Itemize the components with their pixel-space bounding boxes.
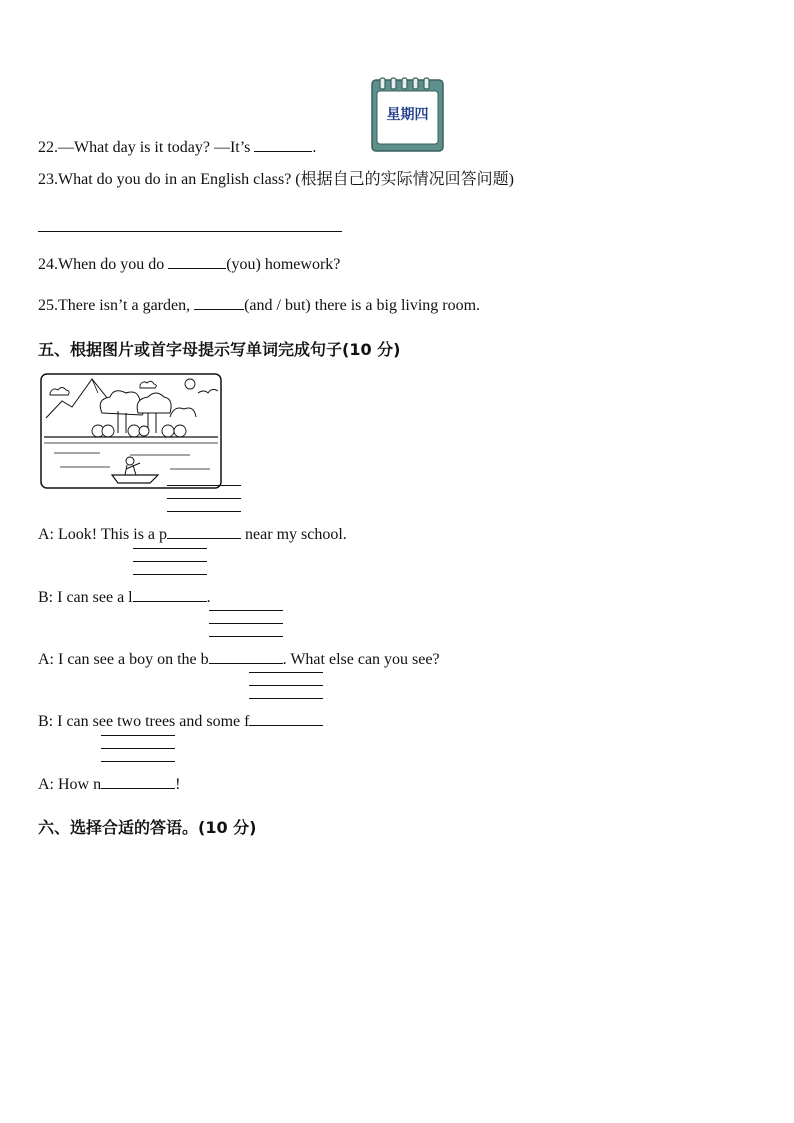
dialog-2-answer-blank[interactable] bbox=[133, 587, 207, 602]
q24-suffix: (you) homework? bbox=[226, 256, 341, 273]
question-25 bbox=[38, 295, 480, 316]
dialog-line-3 bbox=[38, 649, 440, 670]
q24-prefix: 24.When do you do bbox=[38, 256, 169, 273]
dialog-1-prefix: A: Look! This is a p bbox=[38, 526, 168, 543]
section-5-title: 五、根据图片或首字母提示写单词完成句子(10 分) bbox=[38, 340, 401, 359]
q25-answer-blank[interactable] bbox=[194, 295, 244, 310]
q22-suffix: . bbox=[312, 139, 317, 156]
dialog-2-suffix: . bbox=[206, 589, 211, 606]
dialog-line-1 bbox=[38, 524, 347, 545]
dialog-5-prefix: A: How n bbox=[38, 776, 102, 793]
dialog-5-suffix: ! bbox=[175, 776, 181, 793]
dialog-3-answer-blank[interactable] bbox=[209, 649, 283, 664]
question-24 bbox=[38, 254, 340, 275]
section-6-title: 六、选择合适的答语。(10 分) bbox=[38, 818, 257, 837]
calendar-icon bbox=[371, 77, 444, 152]
q23-answer-line[interactable] bbox=[38, 231, 342, 232]
question-23: 23.What do you do in an English class? (根据自己的实际情况回答问题) bbox=[38, 171, 514, 188]
dialog-3-suffix: . What else can you see? bbox=[282, 651, 440, 668]
dialog-line-4 bbox=[38, 711, 323, 732]
dialog-line-5 bbox=[38, 774, 180, 795]
dialog-4-answer-blank[interactable] bbox=[249, 711, 323, 726]
dialog-3-prefix: A: I can see a boy on the b bbox=[38, 651, 209, 668]
calendar-day-label: 星期四 bbox=[386, 107, 429, 123]
q22-text: 22.—What day is it today? —It’s bbox=[38, 139, 255, 156]
q22-answer-blank[interactable] bbox=[254, 137, 312, 152]
dialog-line-2 bbox=[38, 587, 211, 608]
q24-answer-blank[interactable] bbox=[168, 254, 226, 269]
q25-prefix: 25.There isn’t a garden, bbox=[38, 297, 195, 314]
dialog-4-prefix: B: I can see two trees and some f bbox=[38, 713, 250, 730]
dialog-5-answer-blank[interactable] bbox=[101, 774, 175, 789]
dialog-1-answer-blank[interactable] bbox=[167, 524, 241, 539]
dialog-2-prefix: B: I can see a l bbox=[38, 589, 133, 606]
dialog-1-suffix: near my school. bbox=[241, 526, 347, 543]
park-picture bbox=[40, 373, 222, 489]
q25-suffix: (and / but) there is a big living room. bbox=[244, 297, 481, 314]
question-22 bbox=[38, 137, 316, 158]
